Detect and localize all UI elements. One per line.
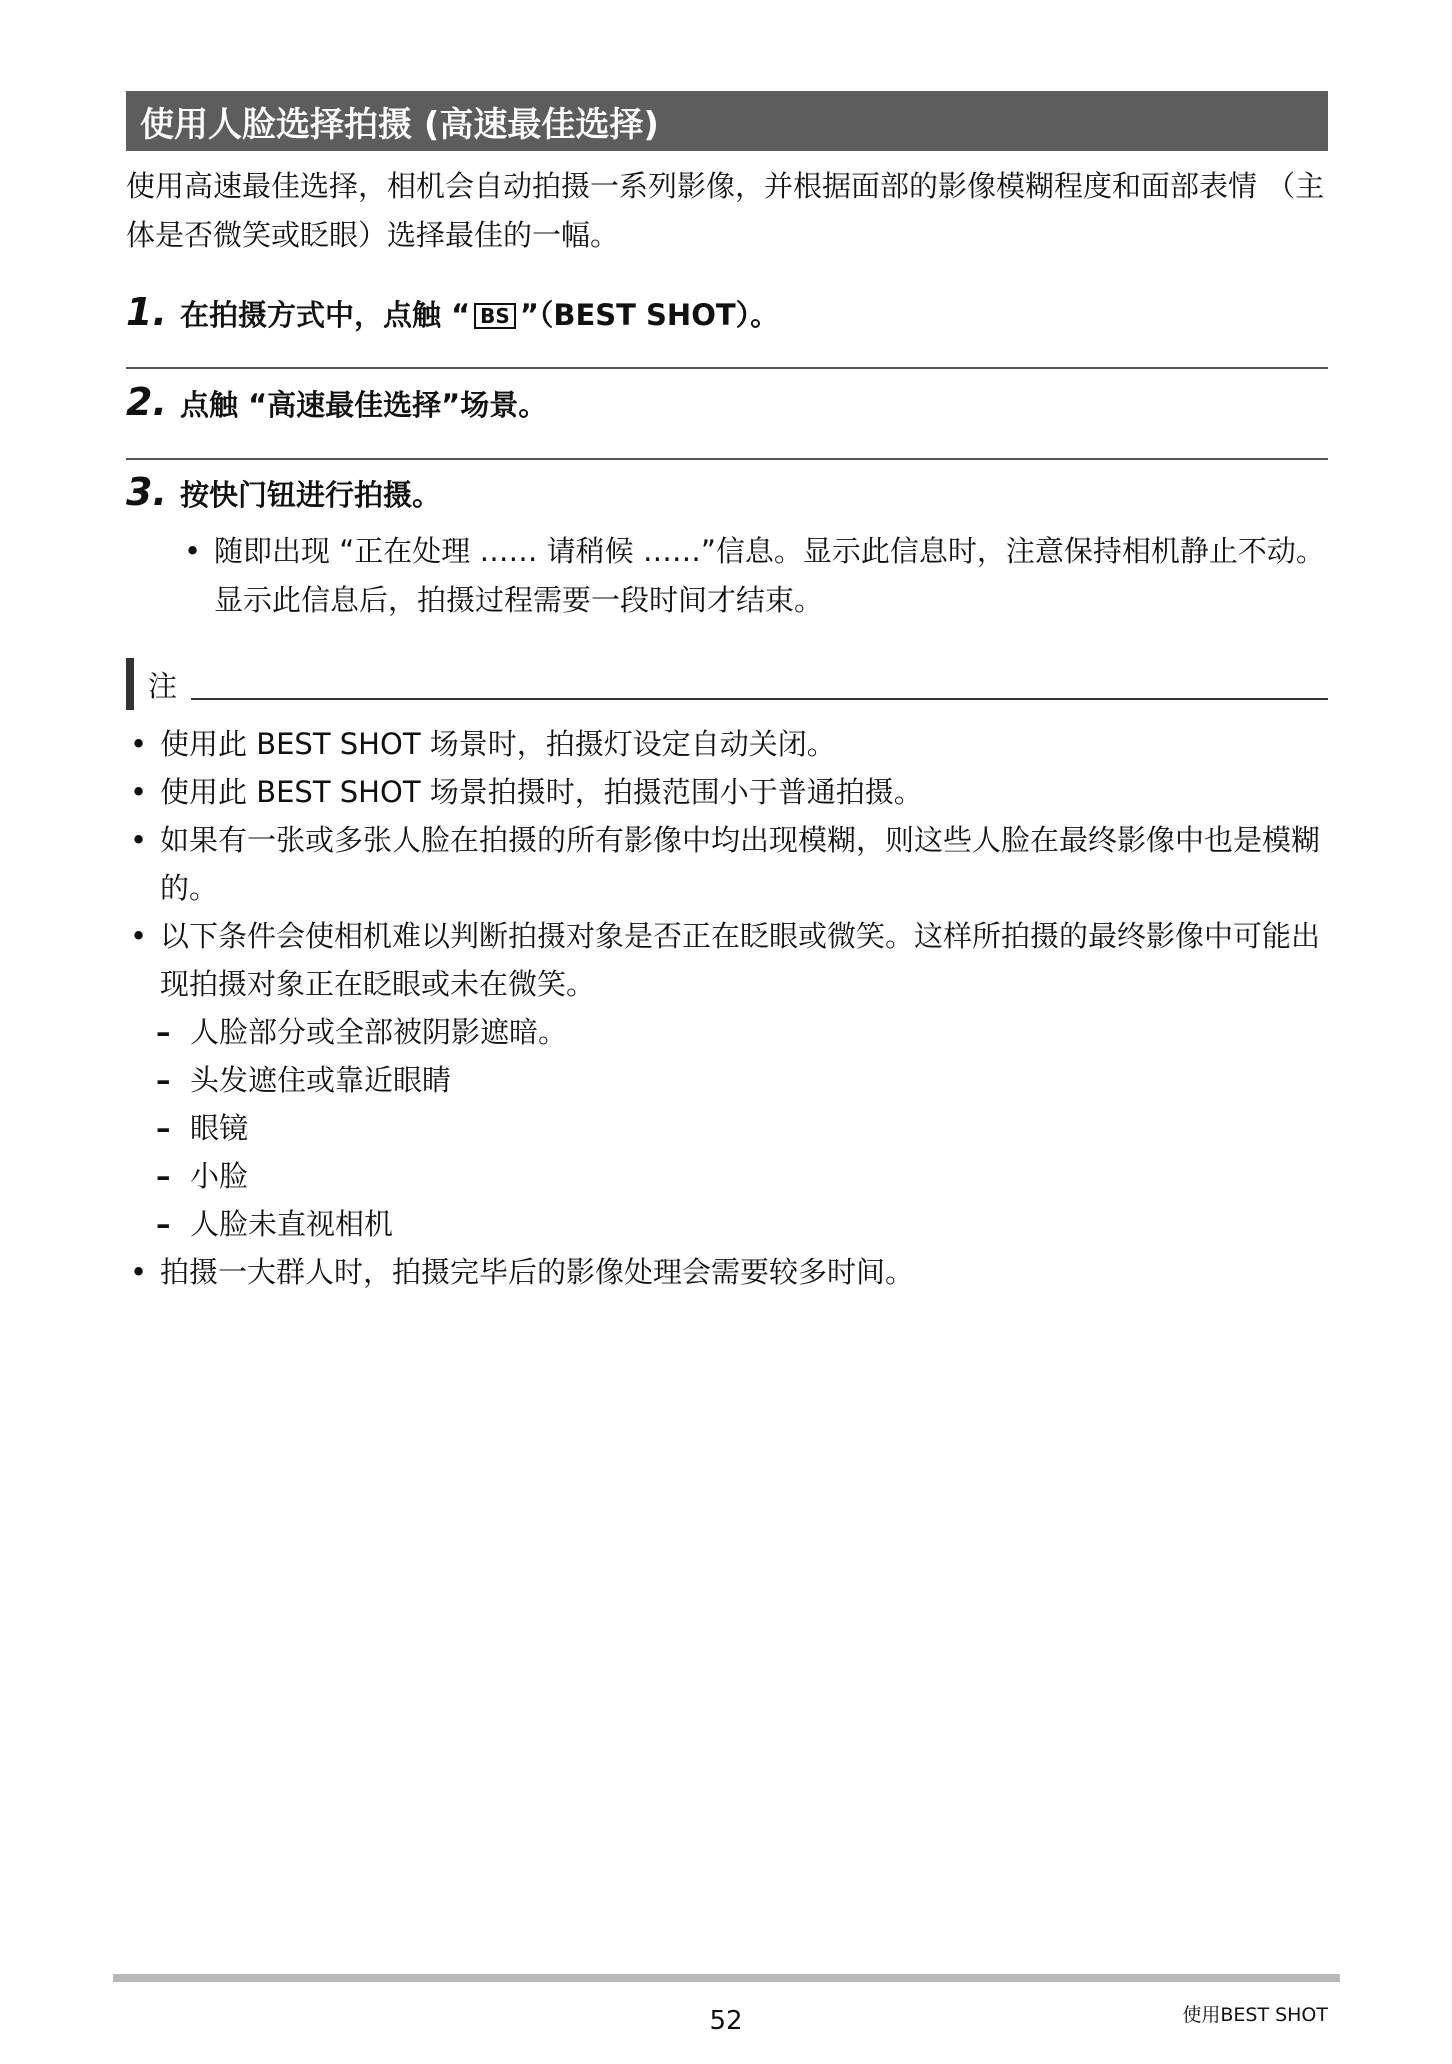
dash-icon: – — [156, 1207, 171, 1241]
bullet-icon: • — [130, 1255, 148, 1289]
list-item — [126, 720, 1336, 768]
list-item — [126, 816, 1336, 912]
condition-text: 人脸未直视相机 — [190, 1207, 394, 1241]
step-2-text: 点触 “高速最佳选择”场景。 — [180, 388, 548, 422]
condition-text: 人脸部分或全部被阴影遮暗。 — [190, 1015, 568, 1049]
section-title — [126, 91, 1328, 151]
step-2 — [126, 380, 1328, 424]
note-text: 拍摄一大群人时，拍摄完毕后的影像处理会需要较多时间。 — [160, 1255, 915, 1289]
intro-paragraph: 使用高速最佳选择，相机会自动拍摄一系列影像，并根据面部的影像模糊程度和面部表情 （主体是否微笑或眨眼）选择最佳的一幅。 — [126, 169, 1325, 252]
step-3-bullet-text: 随即出现 “正在处理 …… 请稍候 ……”信息。显示此信息时，注意保持相机静止不动。显示此信息后，拍摄过程需要一段时间才结束。 — [214, 534, 1325, 617]
step-3-bullet — [184, 527, 1334, 625]
condition-text: 小脸 — [190, 1159, 249, 1193]
note-header — [126, 658, 1328, 710]
note-text: 如果有一张或多张人脸在拍摄的所有影像中均出现模糊，则这些人脸在最终影像中也是模糊的。 — [160, 823, 1321, 905]
step-number: 1. — [126, 290, 167, 334]
condition-item — [126, 1104, 1336, 1152]
note-marker — [126, 658, 134, 710]
dash-icon: – — [156, 1159, 171, 1193]
best-shot-icon: BS — [474, 303, 516, 329]
bullet-icon: • — [130, 727, 148, 761]
footer-rule — [113, 1974, 1340, 1982]
step-number: 2. — [126, 380, 167, 424]
notes-list — [126, 720, 1336, 1296]
condition-item — [126, 1152, 1336, 1200]
page-number: 52 — [709, 2006, 743, 2036]
list-item — [126, 1248, 1336, 1296]
step-divider — [126, 367, 1328, 369]
condition-item — [126, 1200, 1336, 1248]
dash-icon: – — [156, 1063, 171, 1097]
condition-text: 眼镜 — [190, 1111, 249, 1145]
list-item — [126, 912, 1336, 1008]
bullet-icon: • — [130, 823, 148, 857]
condition-item — [126, 1008, 1336, 1056]
footer-section-label: 使用BEST SHOT — [1182, 2004, 1328, 2026]
step-1-text-after: ”（BEST SHOT）。 — [519, 298, 780, 332]
condition-item — [126, 1056, 1336, 1104]
bullet-icon: • — [130, 775, 148, 809]
step-number: 3. — [126, 470, 167, 514]
list-item — [126, 768, 1336, 816]
dash-icon: – — [156, 1111, 171, 1145]
step-1 — [126, 290, 1328, 334]
note-text: 以下条件会使相机难以判断拍摄对象是否正在眨眼或微笑。这样所拍摄的最终影像中可能出现拍摄对象正在眨眼或未在微笑。 — [160, 919, 1321, 1001]
note-text: 使用此 BEST SHOT 场景拍摄时，拍摄范围小于普通拍摄。 — [160, 775, 923, 809]
note-rule — [191, 698, 1328, 700]
step-1-text-before: 在拍摄方式中，点触 “ — [180, 298, 471, 332]
note-label: 注 — [148, 668, 178, 703]
bullet-icon: • — [130, 919, 148, 953]
dash-icon: – — [156, 1015, 171, 1049]
bullet-icon: • — [184, 534, 202, 568]
step-3 — [126, 470, 1328, 514]
step-divider — [126, 458, 1328, 460]
condition-text: 头发遮住或靠近眼睛 — [190, 1063, 452, 1097]
section-title-text: 使用人脸选择拍摄 (高速最佳选择) — [140, 104, 659, 145]
step-3-text: 按快门钮进行拍摄。 — [180, 478, 442, 512]
note-text: 使用此 BEST SHOT 场景时，拍摄灯设定自动关闭。 — [160, 727, 836, 761]
step-1-text — [180, 293, 779, 334]
